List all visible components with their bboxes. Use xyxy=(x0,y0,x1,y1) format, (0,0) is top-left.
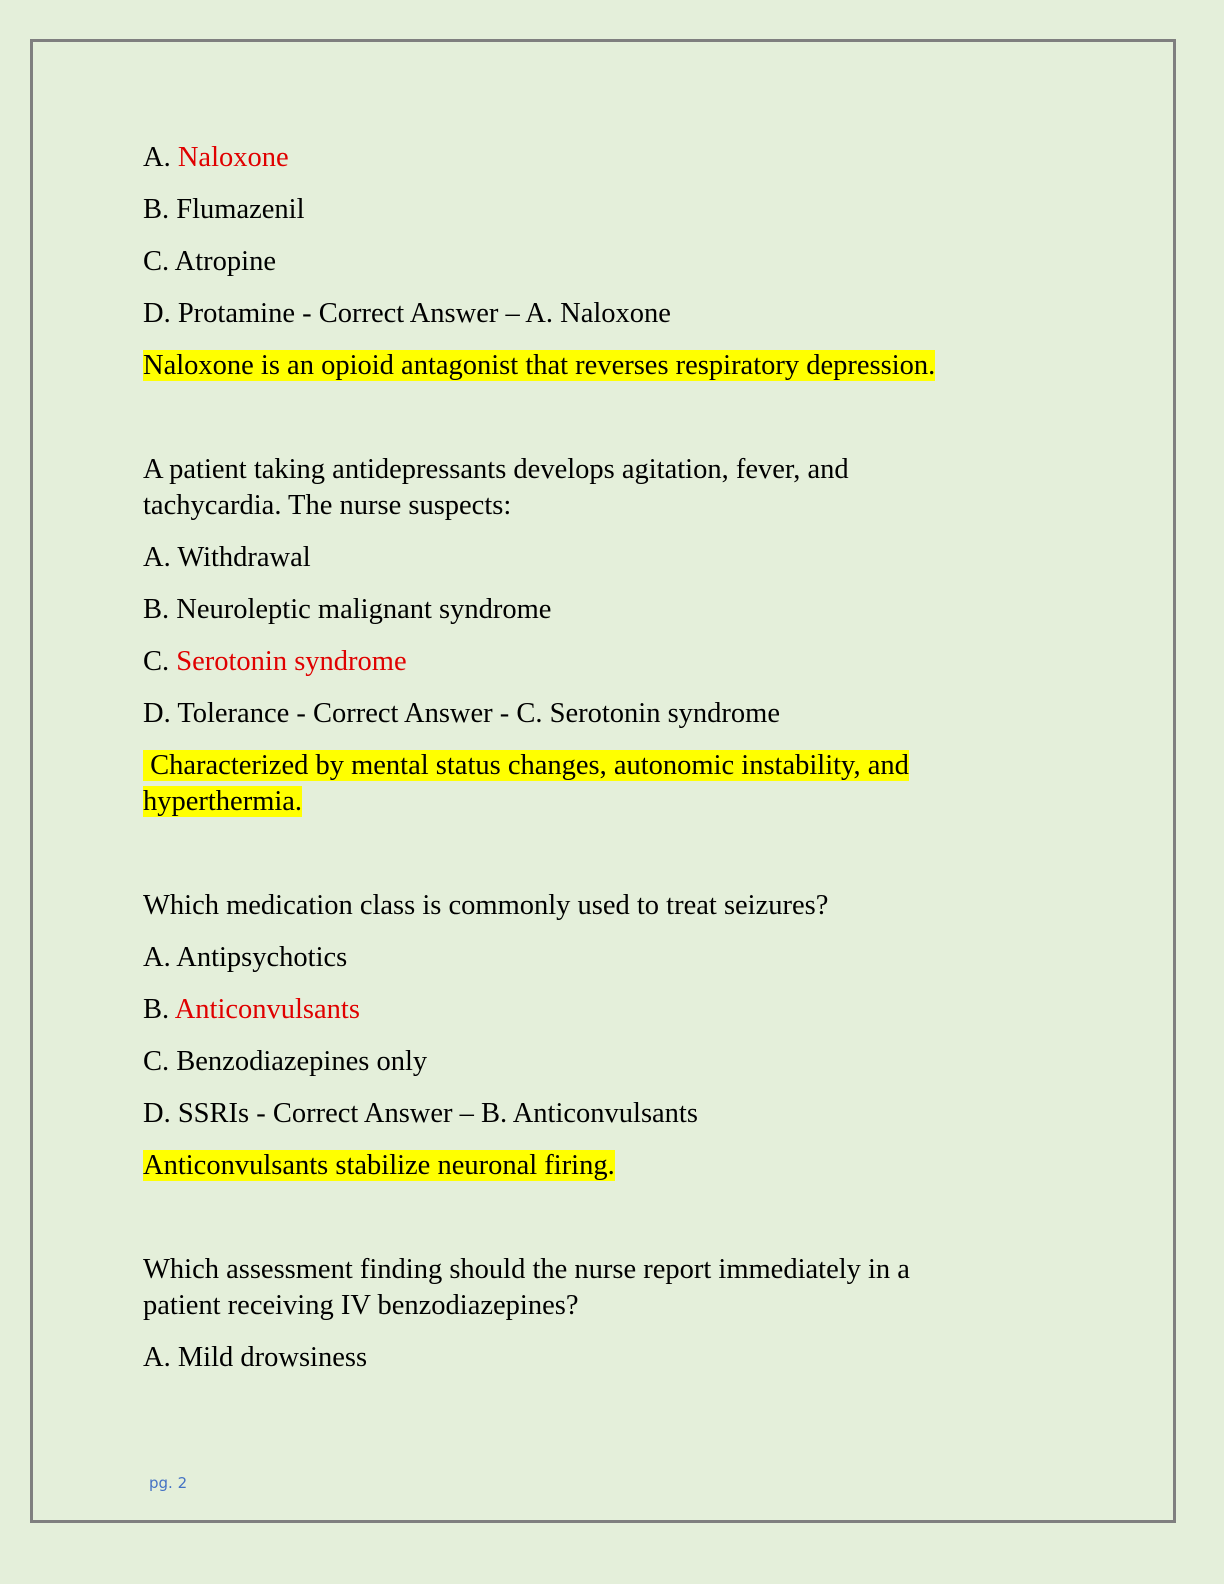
q1-option-c: C. Atropine xyxy=(143,246,276,277)
q2-stem-line2: tachycardia. The nurse suspects: xyxy=(143,490,512,521)
q2-explanation-line2 xyxy=(143,784,1043,820)
q3-explanation-text: Anticonvulsants stabilize neuronal firing. xyxy=(143,1150,615,1181)
q2-option-c xyxy=(143,644,1043,680)
q2-option-a: A. Withdrawal xyxy=(143,542,311,573)
q2-option-d: D. Tolerance - Correct Answer - C. Serotonin syndrome xyxy=(143,698,780,729)
spacer xyxy=(143,836,1043,888)
q3-explanation xyxy=(143,1148,1043,1184)
q3-option-b-prefix: B. xyxy=(143,994,175,1025)
q1-option-a-answer: Naloxone xyxy=(177,142,289,173)
q3-option-a: A. Antipsychotics xyxy=(143,942,348,973)
q2-explanation-text-2: hyperthermia. xyxy=(143,786,303,817)
q1-option-d: D. Protamine - Correct Answer – A. Naloxone xyxy=(143,298,671,329)
page-number: pg. 2 xyxy=(149,1474,188,1492)
q4-option-a: A. Mild drowsiness xyxy=(143,1342,368,1373)
q3-option-b xyxy=(143,992,1043,1028)
q4-stem-line2: patient receiving IV benzodiazepines? xyxy=(143,1290,579,1321)
spacer xyxy=(143,1200,1043,1252)
q3-option-d: D. SSRIs - Correct Answer – B. Anticonvulsants xyxy=(143,1098,698,1129)
q4-stem-line1: Which assessment finding should the nurse report immediately in a xyxy=(143,1254,910,1285)
q1-explanation xyxy=(143,348,1043,384)
q3-stem: Which medication class is commonly used to treat seizures? xyxy=(143,890,829,921)
q1-option-b: B. Flumazenil xyxy=(143,194,305,225)
q1-explanation-text: Naloxone is an opioid antagonist that reverses respiratory depression. xyxy=(143,350,936,381)
q2-explanation-text-1: Characterized by mental status changes, autonomic instability, and xyxy=(143,750,909,781)
q2-option-b: B. Neuroleptic malignant syndrome xyxy=(143,594,552,625)
q3-option-b-answer: Anticonvulsants xyxy=(174,994,360,1025)
q1-option-a xyxy=(143,140,1043,176)
q2-option-c-answer: Serotonin syndrome xyxy=(176,646,407,677)
q2-stem-line1: A patient taking antidepressants develops agitation, fever, and xyxy=(143,454,849,485)
spacer xyxy=(143,400,1043,452)
q3-option-c: C. Benzodiazepines only xyxy=(143,1046,428,1077)
q2-explanation-line1 xyxy=(143,748,1043,784)
q2-option-c-prefix: C. xyxy=(143,646,177,677)
q1-option-a-prefix: A. xyxy=(143,142,178,173)
document-content xyxy=(143,140,1043,1392)
